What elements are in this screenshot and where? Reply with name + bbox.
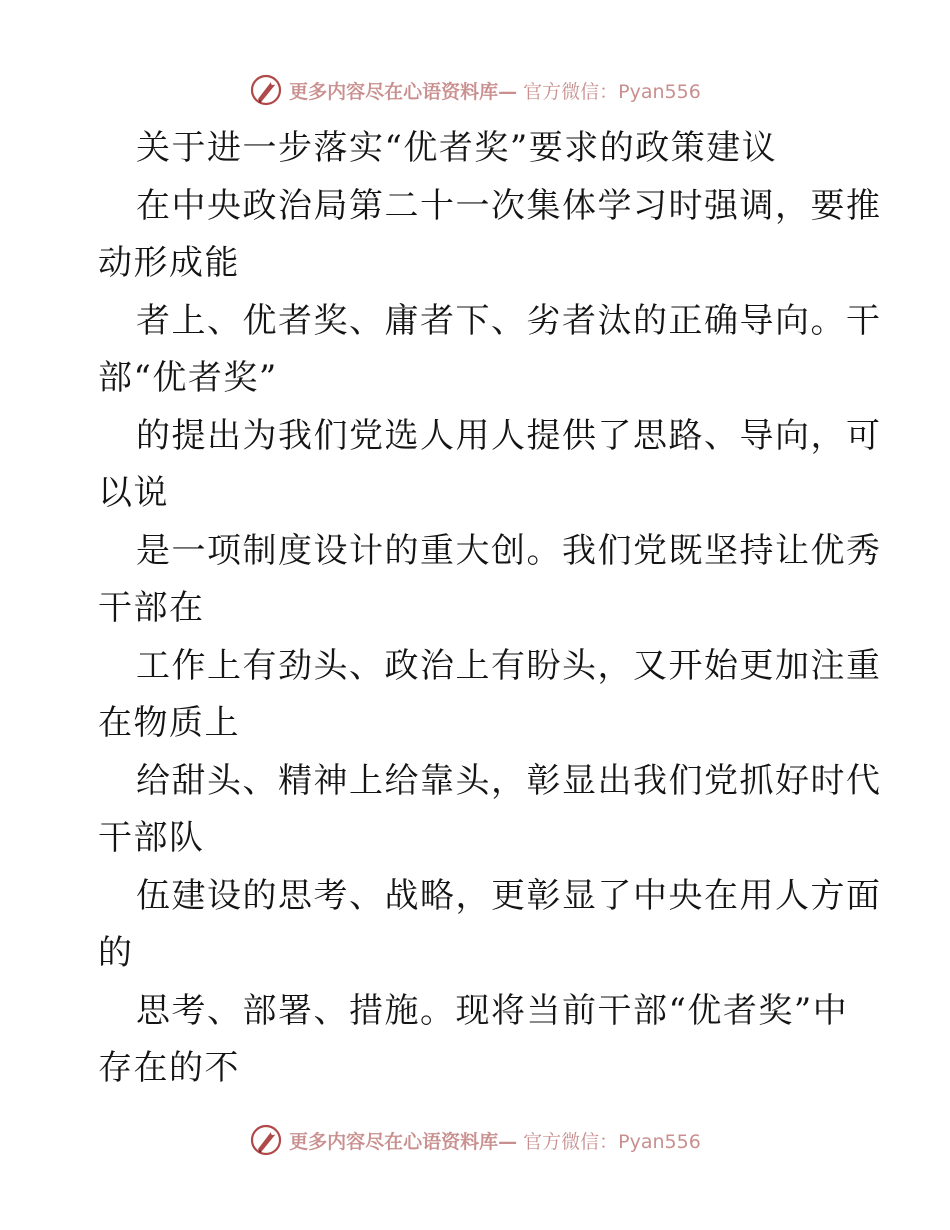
pen-logo-icon bbox=[249, 1123, 283, 1157]
text-line: 伍建设的思考、战略，更彰显了中央在用人方面 bbox=[136, 875, 882, 916]
watermark-brand: 更多内容尽在心语资料库— bbox=[289, 1130, 518, 1153]
text-line: 存在的不 bbox=[98, 1048, 240, 1088]
text-line: 在物质上 bbox=[98, 703, 240, 743]
text-line: 干部在 bbox=[98, 588, 205, 628]
text-line: 的 bbox=[98, 933, 134, 973]
header-watermark bbox=[0, 70, 950, 110]
text-line: 是一项制度设计的重大创。我们党既坚持让优秀 bbox=[136, 530, 882, 571]
pen-logo-icon bbox=[249, 73, 283, 107]
text-line: 者上、优者奖、庸者下、劣者汰的正确导向。干 bbox=[136, 300, 882, 341]
text-line: 在中央政治局第二十一次集体学习时强调，要推 bbox=[136, 185, 882, 226]
text-line: 给甜头、精神上给靠头，彰显出我们党抓好时代 bbox=[136, 760, 882, 801]
watermark-contact: 官方微信：Pyan556 bbox=[523, 80, 701, 103]
text-line: 部“优者奖” bbox=[98, 358, 278, 398]
text-line: 思考、部署、措施。现将当前干部“优者奖”中 bbox=[136, 990, 849, 1031]
footer-watermark bbox=[0, 1120, 950, 1160]
document-body bbox=[98, 120, 882, 1098]
watermark-contact: 官方微信：Pyan556 bbox=[523, 1130, 701, 1153]
document-title: 关于进一步落实“优者奖”要求的政策建议 bbox=[136, 128, 778, 168]
text-line: 工作上有劲头、政治上有盼头，又开始更加注重 bbox=[136, 645, 882, 686]
watermark-brand: 更多内容尽在心语资料库— bbox=[289, 80, 518, 103]
text-line: 动形成能 bbox=[98, 243, 240, 283]
text-line: 的提出为我们党选人用人提供了思路、导向，可 bbox=[136, 415, 882, 456]
text-line: 干部队 bbox=[98, 818, 205, 858]
text-line: 以说 bbox=[98, 473, 169, 513]
